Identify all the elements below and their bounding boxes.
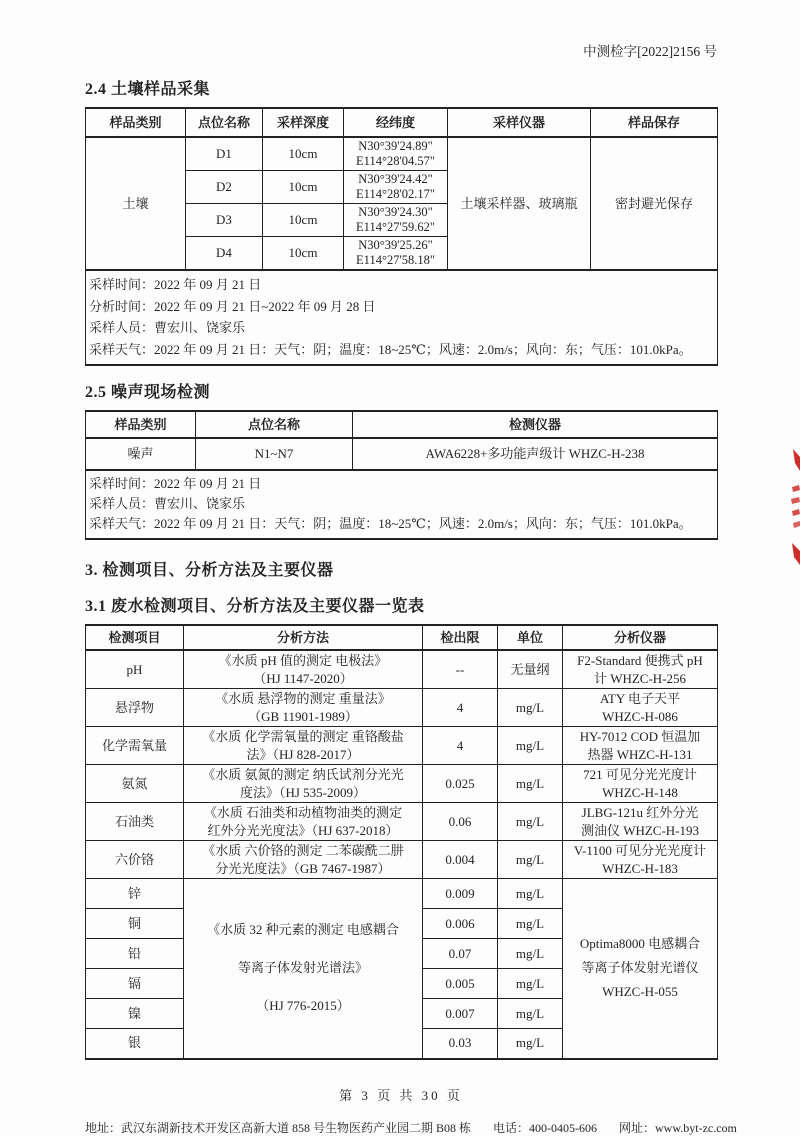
noise-table-header-row	[86, 411, 718, 438]
cell-item: 石油类	[86, 803, 184, 841]
cell-sample-type: 噪声	[86, 438, 196, 470]
section-title-detection-items: 3. 检测项目、分析方法及主要仪器	[85, 562, 334, 579]
col-header-point-name: 点位名称	[196, 411, 353, 438]
cell-method	[184, 803, 423, 841]
cell-limit: 0.004	[423, 841, 498, 879]
cell-limit: 0.007	[423, 999, 498, 1029]
method-line: 《水质 化学需氧量的测定 重铬酸盐	[202, 729, 404, 744]
instrument-line: WHZC-H-183	[602, 860, 678, 876]
method-line: （GB 11901-1989）	[248, 708, 358, 724]
method-line: 等离子体发射光谱法》	[237, 960, 368, 976]
ww-row-petroleum	[86, 803, 718, 841]
col-header-preservation: 样品保存	[591, 108, 718, 137]
col-header-method: 分析方法	[184, 625, 423, 650]
cell-point: D1	[186, 137, 263, 171]
coord-lat: N30°39'24.30"	[358, 205, 433, 219]
note-sampling-time: 采样时间：2022 年 09 月 21 日	[89, 277, 262, 292]
cell-item: 氨氮	[86, 765, 184, 803]
method-line: 《水质 六价铬的测定 二苯碳酰二肼	[202, 843, 404, 858]
cell-item: 铅	[86, 939, 184, 969]
cell-sampler: 土壤采样器、玻璃瓶	[448, 137, 591, 270]
coord-lon: E114°27'58.18"	[356, 253, 435, 267]
instrument-line: HY-7012 COD 恒温加	[579, 729, 701, 744]
soil-table-header-row	[86, 108, 718, 137]
cell-limit: 4	[423, 727, 498, 765]
page-number: 第 3 页 共 30 页	[339, 1087, 463, 1103]
instrument-line: WHZC-H-148	[602, 784, 678, 800]
soil-notes-row	[86, 270, 718, 365]
cell-limit: 0.07	[423, 939, 498, 969]
cell-unit: mg/L	[498, 841, 563, 879]
ww-row-suspended-solids	[86, 689, 718, 727]
footer-phone: 电话：400-0405-606	[493, 1120, 598, 1135]
col-header-coordinates: 经纬度	[344, 108, 448, 137]
col-header-sample-type: 样品类别	[86, 411, 196, 438]
cell-sample-type: 土壤	[86, 137, 186, 270]
col-header-point-name: 点位名称	[186, 108, 263, 137]
cell-coordinates	[344, 171, 448, 204]
method-line: 《水质 氨氮的测定 纳氏试剂分光光	[202, 767, 404, 782]
soil-sampling-table	[85, 107, 718, 366]
wastewater-items-table	[85, 624, 718, 1060]
method-line: 《水质 石油类和动植物油类的测定	[203, 805, 403, 820]
col-header-sample-type: 样品类别	[86, 108, 186, 137]
section-title-soil-sampling: 2.4 土壤样品采集	[85, 81, 211, 98]
instrument-line: F2-Standard 便携式 pH	[577, 653, 703, 668]
cell-point: D3	[186, 204, 263, 237]
note-sampling-staff: 采样人员：曹宏川、饶家乐	[89, 496, 246, 511]
noise-table-notes	[86, 470, 718, 539]
col-header-instrument: 检测仪器	[353, 411, 718, 438]
cell-coordinates	[344, 204, 448, 237]
col-header-unit: 单位	[498, 625, 563, 650]
cell-item: 六价铬	[86, 841, 184, 879]
col-header-depth: 采样深度	[263, 108, 344, 137]
method-line: 《水质 悬浮物的测定 重量法》	[215, 691, 391, 706]
cell-limit: 0.025	[423, 765, 498, 803]
ww-row-ph	[86, 650, 718, 689]
method-line: 《水质 pH 值的测定 电极法》	[218, 653, 388, 668]
cell-item: 化学需氧量	[86, 727, 184, 765]
cell-item: 镍	[86, 999, 184, 1029]
cell-instrument: AWA6228+多功能声级计 WHZC-H-238	[353, 438, 718, 470]
section-title-wastewater-list: 3.1 废水检测项目、分析方法及主要仪器一览表	[85, 598, 425, 615]
ww-row-cod	[86, 727, 718, 765]
cell-depth: 10cm	[263, 171, 344, 204]
ww-row-zinc	[86, 879, 718, 909]
cell-depth: 10cm	[263, 137, 344, 171]
cell-method	[184, 689, 423, 727]
cell-instrument	[563, 650, 718, 689]
red-seal-fragment	[787, 447, 800, 565]
note-sampling-staff: 采样人员：曹宏川、饶家乐	[89, 320, 246, 335]
footer-contact-line	[85, 1119, 737, 1136]
instrument-line: ATY 电子天平	[599, 691, 681, 706]
footer-address: 地址：武汉东湖新技术开发区高新大道 858 号生物医药产业园二期 B08 栋	[85, 1120, 472, 1135]
coord-lat: N30°39'24.42"	[358, 172, 433, 186]
cell-instrument	[563, 803, 718, 841]
coord-lon: E114°28'02.17"	[356, 187, 435, 201]
cell-unit: mg/L	[498, 999, 563, 1029]
cell-point: D4	[186, 237, 263, 271]
noise-detection-table	[85, 410, 718, 540]
method-line: 红外分光光度法》（HJ 637-2018）	[207, 822, 399, 838]
cell-method	[184, 765, 423, 803]
cell-item: 镉	[86, 969, 184, 999]
cell-limit: 0.009	[423, 879, 498, 909]
col-header-sampler: 采样仪器	[448, 108, 591, 137]
instrument-line: 测油仪 WHZC-H-193	[580, 822, 700, 838]
cell-preservation: 密封避光保存	[591, 137, 718, 270]
instrument-line: Optima8000 电感耦合	[579, 936, 701, 952]
cell-method	[184, 650, 423, 689]
cell-depth: 10cm	[263, 204, 344, 237]
cell-unit: mg/L	[498, 1029, 563, 1059]
noise-notes-row	[86, 470, 718, 539]
instrument-line: JLBG-121u 红外分光	[581, 805, 699, 820]
instrument-line: 721 可见分光光度计	[583, 767, 697, 782]
ww-table-header-row	[86, 625, 718, 650]
soil-table-notes	[86, 270, 718, 365]
coord-lat: N30°39'25.26"	[358, 238, 433, 252]
coord-lon: E114°27'59.62"	[356, 220, 435, 234]
col-header-instrument: 分析仪器	[563, 625, 718, 650]
cell-metals-method	[184, 879, 423, 1059]
method-line: 度法》（HJ 535-2009）	[239, 784, 367, 800]
cell-limit: 0.005	[423, 969, 498, 999]
note-sampling-time: 采样时间：2022 年 09 月 21 日	[89, 476, 262, 491]
method-line: 分光光度法》（GB 7467-1987）	[215, 860, 391, 876]
cell-method	[184, 727, 423, 765]
instrument-line: WHZC-H-055	[602, 984, 678, 1000]
cell-item: 银	[86, 1029, 184, 1059]
cell-limit: 0.06	[423, 803, 498, 841]
cell-limit: --	[423, 650, 498, 689]
instrument-line: V-1100 可见分光光度计	[573, 843, 707, 858]
method-line: （HJ 776-2015）	[256, 998, 350, 1014]
cell-unit: mg/L	[498, 727, 563, 765]
instrument-line: 计 WHZC-H-256	[593, 670, 687, 686]
cell-coordinates	[344, 237, 448, 271]
instrument-line: 热器 WHZC-H-131	[587, 746, 693, 762]
cell-item: 悬浮物	[86, 689, 184, 727]
footer-website: 网址：www.byt-zc.com	[619, 1120, 737, 1135]
doc-number: 中测检字[2022]2156 号	[583, 44, 717, 59]
cell-coordinates	[344, 137, 448, 171]
cell-point: D2	[186, 171, 263, 204]
ww-row-hex-chromium	[86, 841, 718, 879]
note-sampling-weather: 采样天气：2022 年 09 月 21 日：天气：阴；温度：18~25℃；风速：2.0m/s；风向：东；气压：101.0kPa。	[89, 341, 692, 357]
coord-lon: E114°28'04.57"	[356, 154, 435, 168]
cell-unit: mg/L	[498, 879, 563, 909]
cell-method	[184, 841, 423, 879]
col-header-item: 检测项目	[86, 625, 184, 650]
instrument-line: WHZC-H-086	[602, 708, 678, 724]
col-header-detection-limit: 检出限	[423, 625, 498, 650]
ww-row-ammonia	[86, 765, 718, 803]
cell-instrument	[563, 765, 718, 803]
cell-limit: 4	[423, 689, 498, 727]
note-sampling-weather: 采样天气：2022 年 09 月 21 日：天气：阴；温度：18~25℃；风速：2.0m/s；风向：东；气压：101.0kPa。	[89, 516, 692, 531]
note-analysis-time: 分析时间：2022 年 09 月 21 日~2022 年 09 月 28 日	[89, 298, 376, 314]
cell-instrument	[563, 689, 718, 727]
cell-limit: 0.006	[423, 909, 498, 939]
instrument-line: 等离子体发射光谱仪	[581, 960, 699, 976]
cell-unit: mg/L	[498, 939, 563, 969]
section-title-noise-detection: 2.5 噪声现场检测	[85, 384, 211, 401]
cell-instrument	[563, 841, 718, 879]
cell-unit: mg/L	[498, 909, 563, 939]
noise-data-row	[86, 438, 718, 470]
method-line: 法》（HJ 828-2017）	[246, 746, 360, 762]
cell-item: pH	[86, 650, 184, 689]
coord-lat: N30°39'24.89"	[358, 139, 433, 153]
method-line: 《水质 32 种元素的测定 电感耦合	[207, 922, 399, 938]
cell-unit: mg/L	[498, 969, 563, 999]
cell-unit: mg/L	[498, 765, 563, 803]
cell-unit: mg/L	[498, 803, 563, 841]
cell-points: N1~N7	[196, 438, 353, 470]
cell-item: 锌	[86, 879, 184, 909]
cell-unit: mg/L	[498, 689, 563, 727]
soil-row-d1	[86, 137, 718, 171]
method-line: （HJ 1147-2020）	[253, 670, 353, 686]
cell-limit: 0.03	[423, 1029, 498, 1059]
cell-unit: 无量纲	[498, 650, 563, 689]
cell-depth: 10cm	[263, 237, 344, 271]
cell-metals-instrument	[563, 879, 718, 1059]
red-seal-marks	[787, 447, 800, 565]
cell-item: 铜	[86, 909, 184, 939]
cell-instrument	[563, 727, 718, 765]
